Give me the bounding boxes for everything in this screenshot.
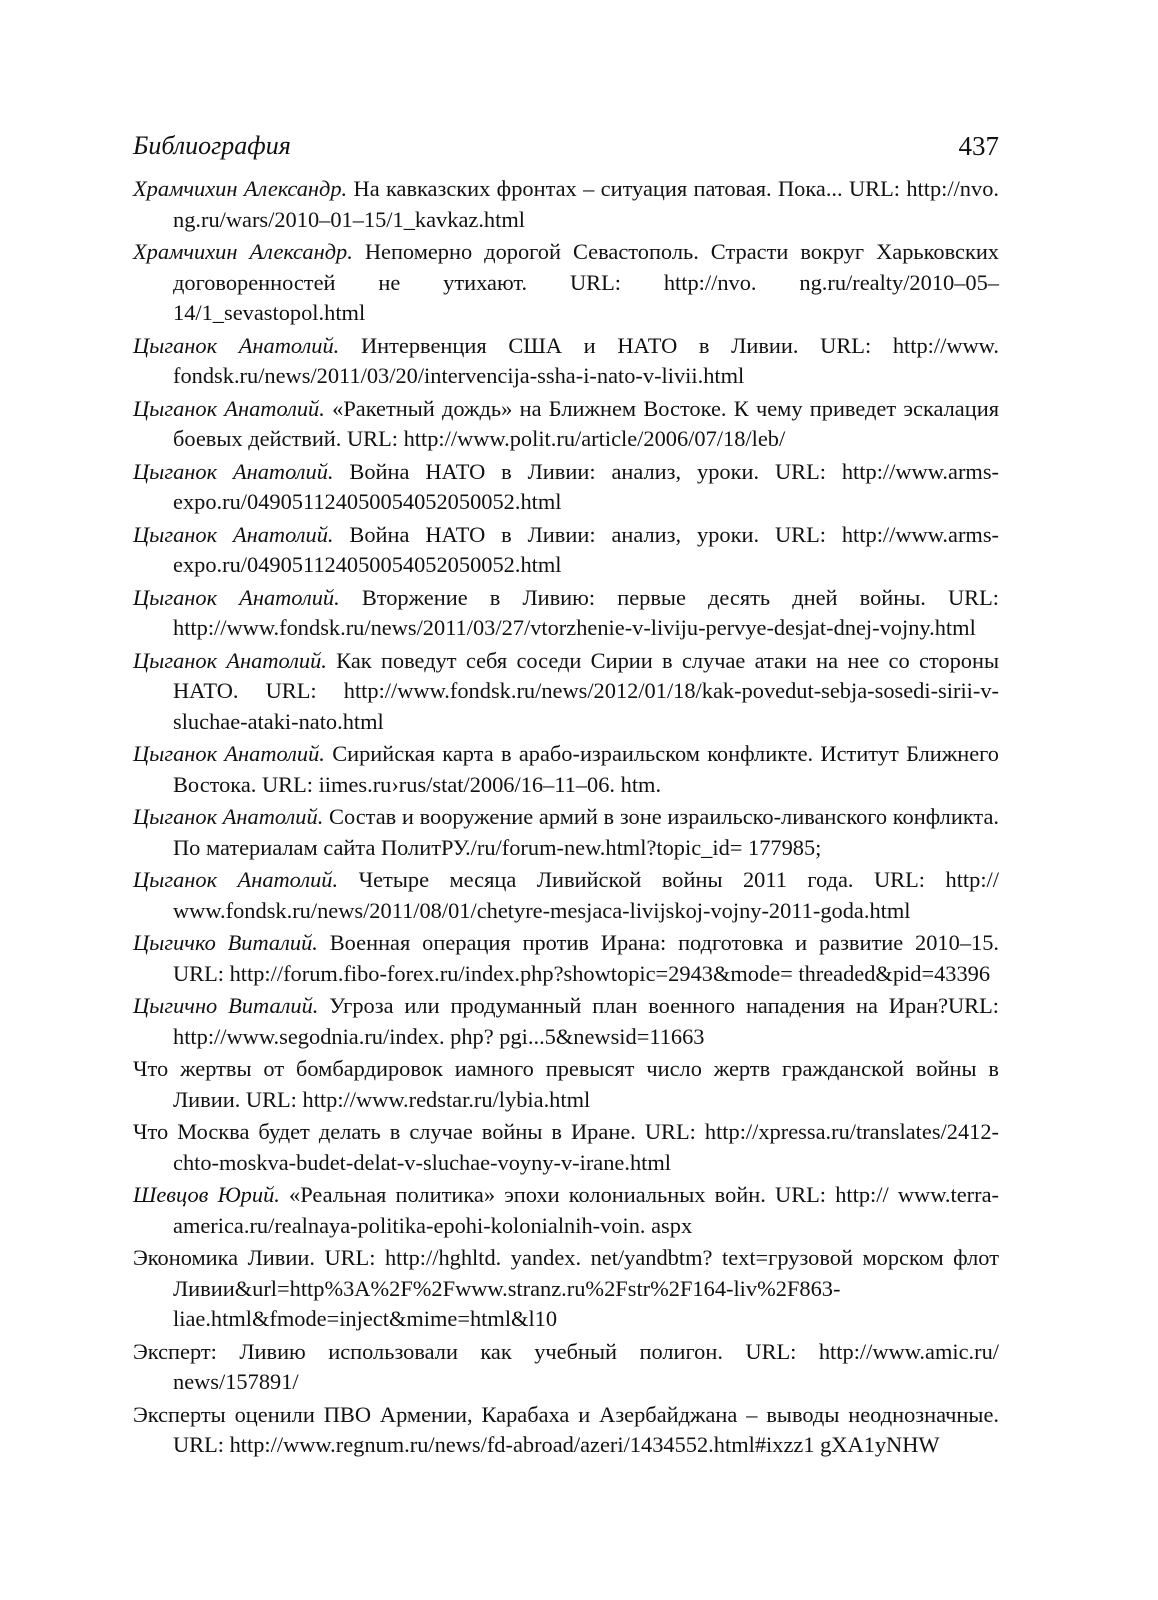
entry-text: Война НАТО в Ливии: анализ, уроки. URL: http://www.arms-expo.ru/049051124050054052050052.html xyxy=(173,521,999,577)
entry-text: Эксперт: Ливию использовали как учебный полигон. URL: http://www.amic.ru/ news/157891/ xyxy=(133,1338,999,1394)
bibliography-entry xyxy=(133,394,999,455)
entry-text: Сирийская карта в арабо-израильском конфликте. Иститут Ближнего Востока. URL: iimes.ru›rus/stat/2006/16–11–06. htm. xyxy=(173,741,999,797)
running-title: Библиография xyxy=(133,131,291,160)
entry-text: Четыре месяца Ливийской войны 2011 года. URL: http:// www.fondsk.ru/news/2011/08/01/chetyre-mesjaca-livijskoj-vojny-2011-goda.html xyxy=(173,867,999,923)
entry-author: Цыганок Анатолий. xyxy=(133,332,340,358)
entry-text: «Ракетный дождь» на Ближнем Востоке. К чему приведет эскалация боевых действий. URL: http://www.polit.ru/article/2006/07/18/leb/ xyxy=(173,395,999,451)
entry-text: Что Москва будет делать в случае войны в Иране. URL: http://xpressa.ru/translates/2412-chto-moskva-budet-delat-v-sluchae-voyny-v-irane.html xyxy=(133,1119,999,1175)
entry-author: Шевцов Юрий. xyxy=(133,1182,280,1207)
entry-text: Экономика Ливии. URL: http://hghltd. yandex. net/yandbtm? text=грузовой морском флот Ливии&url=http%3A%2F%2Fwww.stranz.ru%2Fstr%2F164-liv%2F863-liae.html&fmode=inject&mime=html&l10 xyxy=(133,1245,999,1331)
entry-text: Война НАТО в Ливии: анализ, уроки. URL: http://www.arms-expo.ru/049051124050054052050052.html xyxy=(173,458,999,514)
entry-text: Как поведут себя соседи Сирии в случае атаки на нее со стороны НАТО. URL: http://www.fondsk.ru/news/2012/01/18/kak-povedut-sebja-sosedi-sirii-v-sluchae-ataki-nato.html xyxy=(173,647,999,734)
entry-author: Цыганок Анатолий. xyxy=(133,867,339,892)
bibliography-entry xyxy=(133,865,999,926)
entry-text: На кавказских фронтах – ситуация патовая. Пока... URL: http://nvo. ng.ru/wars/2010–01–15/1_kavkaz.html xyxy=(173,176,999,232)
entry-text: Угроза или продуманный план военного нападения на Иран?URL: http://www.segodnia.ru/index. php? pgi...5&newsid=11663 xyxy=(173,993,1000,1049)
bibliography-entry xyxy=(133,1117,999,1178)
entry-text: Эксперты оценили ПВО Армении, Карабаха и Азербайджана – выводы неоднозначные. URL: http://www.regnum.ru/news/fd-abroad/azeri/1434552.html#ixzz1 gXA1yNHW xyxy=(133,1401,999,1457)
entry-text: Состав и вооружение армий в зоне израильско-ливанского конфликта. По материалам сайта ПолитРУ./ru/forum-new.html?topic_id= 177985; xyxy=(173,804,999,860)
bibliography-entry xyxy=(133,1400,999,1461)
bibliography-entry xyxy=(133,520,999,581)
bibliography-entry xyxy=(133,991,999,1052)
bibliography-entry xyxy=(133,1054,999,1115)
bibliography-entry xyxy=(133,457,999,518)
entry-text: Интервенция США и НАТО в Ливии. URL: http://www. fondsk.ru/news/2011/03/20/intervencija-ssha-i-nato-v-livii.html xyxy=(173,332,999,388)
entry-author: Цыганок Анатолий. xyxy=(133,584,340,610)
entry-text: Военная операция против Ирана: подготовка и развитие 2010–15. URL: http://forum.fibo-forex.ru/index.php?showtopic=2943&mode= threaded&pid=43396 xyxy=(173,930,1000,986)
bibliography-entry xyxy=(133,174,999,235)
entry-author: Храмчихин Александр. xyxy=(133,176,348,201)
bibliography-list xyxy=(133,174,999,1463)
bibliography-entry xyxy=(133,928,999,989)
entry-author: Цыганок Анатолий. xyxy=(133,458,334,484)
entry-text: Непомерно дорогой Севастополь. Страсти вокруг Харьковских договоренностей не утихают. URL: http://nvo. ng.ru/realty/2010–05–14/1_sevastopol.html xyxy=(173,239,1000,325)
bibliography-entry xyxy=(133,646,999,738)
entry-author: Цыгично Виталий. xyxy=(133,993,319,1018)
entry-author: Цыгичко Виталий. xyxy=(133,930,318,955)
bibliography-entry xyxy=(133,1243,999,1335)
running-header xyxy=(133,128,999,168)
entry-author: Храмчихин Александр. xyxy=(133,239,353,264)
bibliography-entry xyxy=(133,583,999,644)
bibliography-entry xyxy=(133,237,999,329)
entry-author: Цыганок Анатолий. xyxy=(133,741,325,766)
entry-author: Цыганок Анатолий. xyxy=(133,804,324,829)
entry-text: Что жертвы от бомбардировок иамного превысят число жертв гражданской войны в Ливии. URL: http://www.redstar.ru/lybia.html xyxy=(133,1056,999,1112)
entry-text: «Реальная политика» эпохи колониальных войн. URL: http:// www.terra-america.ru/realnaya-politika-epohi-kolonialnih-voin. aspx xyxy=(173,1182,999,1238)
page-number: 437 xyxy=(958,131,999,161)
bibliography-entry xyxy=(133,1337,999,1398)
bibliography-entry xyxy=(133,1180,999,1241)
entry-author: Цыганок Анатолий. xyxy=(133,395,325,421)
bibliography-entry xyxy=(133,802,999,863)
bibliography-entry xyxy=(133,331,999,392)
bibliography-entry xyxy=(133,739,999,800)
entry-author: Цыганок Анатолий. xyxy=(133,647,327,673)
entry-text: Вторжение в Ливию: первые десять дней войны. URL: http://www.fondsk.ru/news/2011/03/27/vtorzhenie-v-liviju-pervye-desjat-dnej-vojny.html xyxy=(173,584,999,640)
entry-author: Цыганок Анатолий. xyxy=(133,521,334,547)
